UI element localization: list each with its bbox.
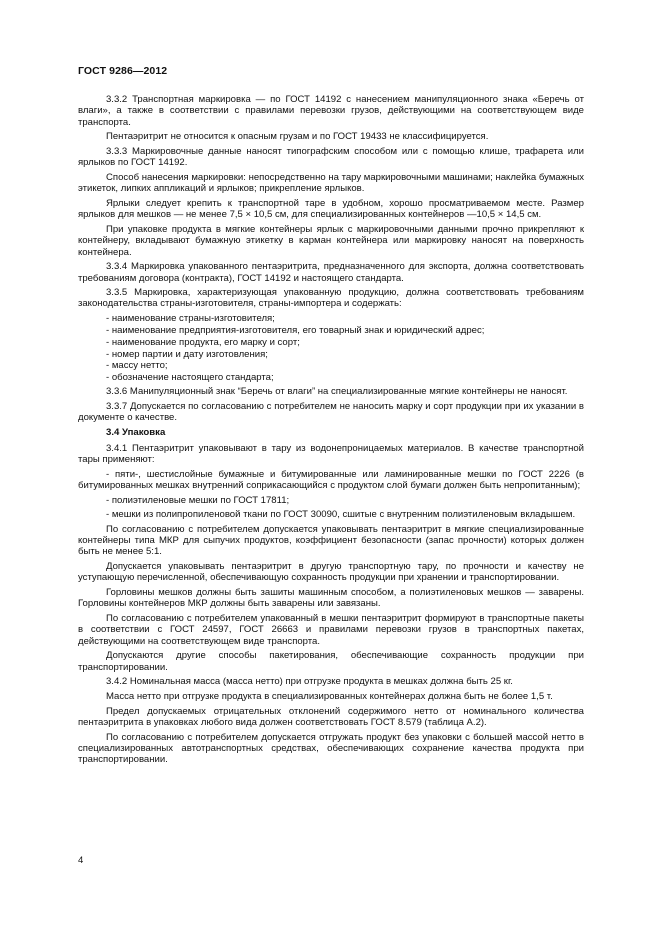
list-item: - массу нетто; [106,360,168,372]
paragraph: По согласованию с потребителем упакованный в мешки пентаэритрит формируют в транспортные пакеты в соответствии с ГОСТ 24597, ГОСТ 26663 и правилами перевозки грузов в транспортных пакетах, действующими на соответствующем виде транспорта. [78,613,584,647]
paragraph: Пентаэритрит не относится к опасным грузам и по ГОСТ 19433 не классифицируется. [106,131,489,143]
paragraph: 3.4.1 Пентаэритрит упаковывают в тару из водонепроницаемых материалов. В качестве транспортной тары применяют: [78,442,584,465]
paragraph: Способ нанесения маркировки: непосредственно на тару маркировочными машинами; наклейка бумажных этикеток, липких аппликаций и ярлыков; прикрепление ярлыков. [78,171,584,195]
list-item: - наименование предприятия-изготовителя, его товарный знак и юридический адрес; [106,324,485,336]
paragraph: 3.3.7 Допускается по согласованию с потребителем не наносить марку и сорт продукции при их указании в документе о качестве. [78,400,584,423]
document-body [78,94,584,769]
paragraph: - полиэтиленовые мешки по ГОСТ 17811; [106,494,290,506]
paragraph: Предел допускаемых отрицательных отклонений содержимого нетто от номинального количества пентаэритрита в упаковках любого вида должен соответствовать ГОСТ 8.579 (таблица А.2). [78,705,584,729]
list-item: - наименование страны-изготовителя; [106,313,275,325]
paragraph: Горловины мешков должны быть зашиты машинным способом, а полиэтиленовых мешков — заварены. Горловины контейнеров МКР должны быть заварены или завязаны. [78,587,584,610]
paragraph: 3.3.5 Маркировка, характеризующая упакованную продукцию, должна соответствовать требованиям законодательства страны-изготовителя, страны-импортера и содержать: [78,287,584,310]
page-number: 4 [78,855,84,866]
paragraph: - мешки из полипропиленовой ткани по ГОСТ 30090, сшитые с внутренним полиэтиленовым вкладышем. [106,509,576,521]
paragraph: 3.3.4 Маркировка упакованного пентаэритрита, предназначенного для экспорта, должна соответствовать требованиям договора (контракта), ГОСТ 14192 и настоящего стандарта. [78,261,584,284]
paragraph: Масса нетто при отгрузке продукта в специализированных контейнерах должна быть не более 1,5 т. [106,691,553,703]
paragraph: Допускается упаковывать пентаэритрит в другую транспортную тару, по прочности и качеству не уступающую перечисленной, обеспечивающую сохранность продукции при хранении и транспортировании. [78,561,584,584]
page-header: ГОСТ 9286—2012 [78,65,168,77]
paragraph: 3.3.3 Маркировочные данные наносят типографским способом или с помощью клише, трафарета или ярлыков по ГОСТ 14192. [78,145,584,169]
paragraph: По согласованию с потребителем допускается отгружать продукт без упаковки с большей массой нетто в специализированных автотранспортных средствах, обеспечивающих сохранение качества продукта при транспортировании. [78,731,584,766]
paragraph: 3.3.6 Манипуляционный знак “Беречь от влаги” на специализированные мягкие контейнеры не наносят. [106,385,568,397]
paragraph: По согласованию с потребителем допускается упаковывать пентаэритрит в мягкие специализированные контейнеры типа МКР для сыпучих продуктов, коэффициент безопасности (запас прочности) которых должен быть не менее 5:1. [78,523,584,558]
section-heading: 3.4 Упаковка [106,427,166,439]
paragraph: 3.3.2 Транспортная маркировка — по ГОСТ 14192 с нанесением манипуляционного знака «Беречь от влаги», а также в соответствии с правилами перевозки грузов, действующими на соответствующем виде транспорта. [78,94,584,128]
paragraph: - пяти-, шестислойные бумажные и битумированные или ламинированные мешки по ГОСТ 2226 (в битумированных мешках внутренний соприкасающийся с продуктом слой бумаги должен быть непропитанным); [78,468,584,491]
paragraph: 3.4.2 Номинальная масса (масса нетто) при отгрузке продукта в мешках должна быть 25 кг. [106,676,513,688]
paragraph: Ярлыки следует крепить к транспортной таре в удобном, хорошо просматриваемом месте. Размер ярлыков для мешков — не менее 7,5 × 10,5 см, для специализированных контейнеров —10,5 × 14,5 см. [78,197,584,221]
paragraph: Допускаются другие способы пакетирования, обеспечивающие сохранность продукции при транспортировании. [78,650,584,673]
list-item: - обозначение настоящего стандарта; [106,372,274,384]
paragraph: При упаковке продукта в мягкие контейнеры ярлык с маркировочными данными прочно прикрепляют к контейнеру, вкладывают бумажную этикетку в карман контейнера или маркировку наносят на поверхность контейнера. [78,223,584,258]
list-item: - номер партии и дату изготовления; [106,348,268,360]
list-item: - наименование продукта, его марку и сорт; [106,336,300,348]
